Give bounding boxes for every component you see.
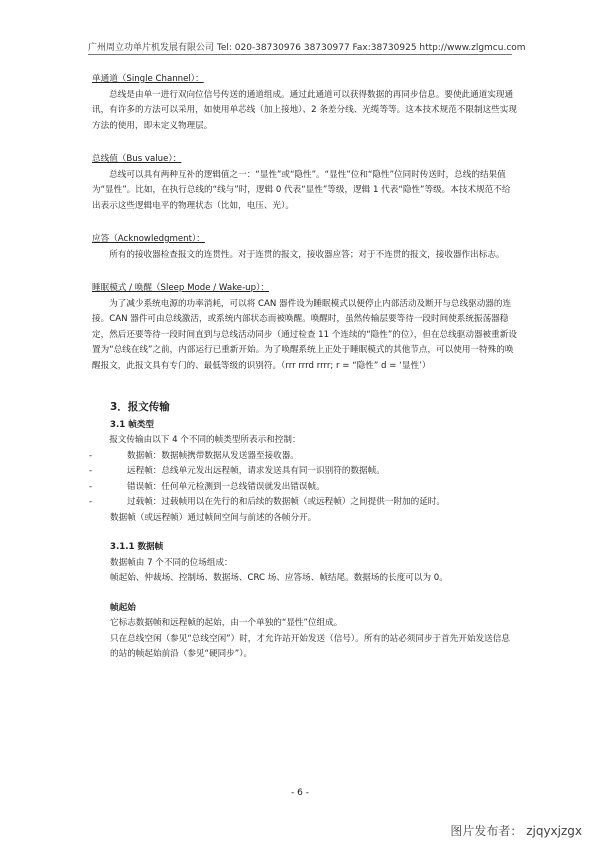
term-single-channel: 单通道（Single Channel）： [92,74,204,84]
section-3-1-heading: 3.1 帧类型 [110,419,154,430]
page-body [89,72,517,663]
header-rule [88,54,512,55]
bus-value-body: 总线可以具有两种互补的逻辑值之一：“显性”或“隐性”。“显性”位和“隐性”位同时传送时，总线的结果值为“显性”。比如，在执行总线的“线与”时，逻辑 0 代表“显性”等级，逻辑 1 代表“隐性”等级。本技术规范不给出表示这些逻辑电平的物理状态（比如，电压、光）。 [92,169,511,211]
publisher-watermark: 图片发布者： zjqyxjzgx [450,824,582,838]
list-item [89,449,517,465]
list-marker: - [89,481,93,492]
section-3-1-1-heading: 3.1.1 数据帧 [110,542,164,552]
frame-separation-note: 数据帧（或远程帧）通过帧间空间与前述的各帧分开。 [110,512,317,523]
list-marker: - [89,450,93,461]
sleep-wakeup-body: 为了减少系统电源的功率消耗，可以将 CAN 器件设为睡眠模式以便停止内部活动及断开与总线驱动器的连接。CAN 器件可由总线激活，或系统内部状态而被唤醒。唤醒时，虽然传输层要等待一段时间使系统振荡器稳定，然后还要等待一段时间直到与总线活动同步（通过检查 11 个连续的“隐性”的位），但在总线驱动器被重新设置为“总线在线”之前，内部运行已重新开始。为了唤醒系统上正处于睡眠模式的其他节点，可以使用一特殊的唤醒报文，此报文具有专门的、最低等级的识别符。（rrr rrrd rrrr; r = “隐性” d = ‘显性’） [92,298,517,371]
term-acknowledgment: 应答（Acknowledgment）： [92,234,205,244]
list-item-text: 远程帧：总线单元发出远程帧，请求发送具有同一识别符的数据帧。 [127,466,385,476]
page-number: - 6 - [291,788,309,798]
list-item [89,464,517,480]
list-item-text: 数据帧：数据帧携带数据从发送器至接收器。 [127,450,299,461]
term-bus-value: 总线值（Bus value）： [92,154,182,164]
list-item-text: 错误帧：任何单元检测到一总线错误就发出错误帧。 [127,481,325,492]
term-sleep-wakeup: 睡眠模式 / 唤醒（Sleep Mode / Wake-up）： [92,283,269,293]
data-frame-fields: 帧起始、仲裁场、控制场、数据场、CRC 场、应答场、帧结尾。数据场的长度可以为 0。 [110,573,448,583]
list-item [89,480,517,496]
list-marker: - [89,466,93,476]
acknowledgment-body: 所有的接收器检查报文的连贯性。对于连贯的报文，接收器应答；对于不连贯的报文，接收器作出标志。 [109,249,505,260]
list-item [89,495,517,511]
frame-types-intro: 报文传输由以下 4 个不同的帧类型所表示和控制： [109,435,301,445]
start-of-frame-body-1: 它标志数据帧和远程帧的起始，由一个单独的“显性”位组成。 [110,618,343,628]
list-marker: - [89,497,93,507]
page-header: 广州周立功单片机发展有限公司 Tel: 020-38730976 38730977 Fax:38730925 http://www.zlgmcu.com [88,43,526,53]
data-frame-intro: 数据帧由 7 个不同的位场组成： [110,557,233,568]
section-3-heading: 3．报文传输 [110,401,170,413]
list-item-text: 过载帧：过载帧用以在先行的和后续的数据帧（或远程帧）之间提供一附加的延时。 [127,497,445,507]
start-of-frame-heading: 帧起始 [110,602,136,613]
start-of-frame-body-2: 只在总线空闲（参见“总线空闲”）时，才允许站开始发送（信号）。所有的站必须同步于首先开始发送信息的站的帧起始前沿（参见“硬同步”）。 [110,633,510,659]
single-channel-body: 总线是由单一进行双向位信号传送的通道组成。通过此通道可以获得数据的再同步信息。要使此通道实现通讯，有许多的方法可以采用，如使用单芯线（加上接地）、2 条差分线、光缆等等。这本技术规范不限制这些实现方法的使用，即未定义物理层。 [92,89,517,131]
